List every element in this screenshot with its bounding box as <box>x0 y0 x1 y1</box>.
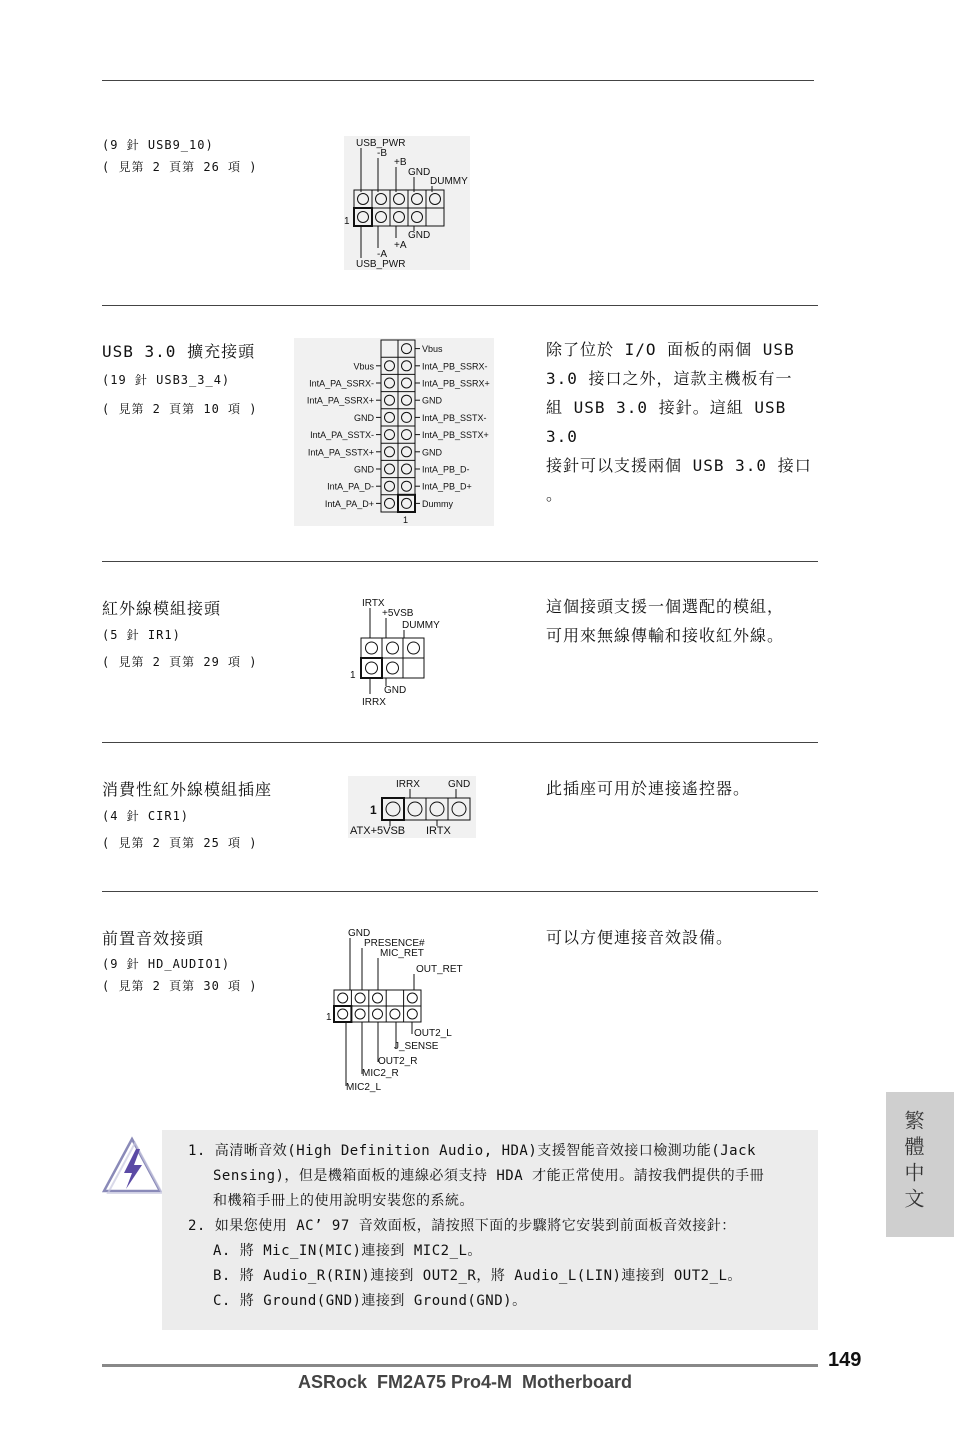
cir-desc-line-1: 此插座可用於連接遙控器。 <box>546 779 751 798</box>
usb2-minus-a-label: -A <box>377 249 387 260</box>
usb3-left-label: IntA_PA_SSTX- <box>310 430 374 441</box>
usb3-ref: ( 見第 2 頁第 10 項 ) <box>102 402 258 416</box>
usb3-pin <box>402 481 412 491</box>
usb3-right-label: GND <box>422 447 442 458</box>
usb3-pin <box>402 395 412 405</box>
note-line-5: A. 將 Mic_IN(MIC)連接到 MIC2_L。 <box>213 1243 482 1259</box>
ir-gnd-label: GND <box>384 685 407 696</box>
ir-header-svg <box>346 594 456 708</box>
audio-j-sense-label: J_SENSE <box>394 1041 439 1052</box>
ir-pin1-label: 1 <box>350 670 356 681</box>
usb3-right-label: IntA_PB_D+ <box>422 481 472 492</box>
ir-desc-line-1: 這個接頭支援一個選配的模組， <box>546 597 785 616</box>
usb3-left-label: IntA_PA_D+ <box>324 498 374 509</box>
usb3-pin <box>385 498 395 508</box>
audio-mic-ret-label: MIC_RET <box>380 948 424 959</box>
audio-out-ret-label: OUT_RET <box>416 964 463 975</box>
usb3-desc-line-4: 接針可以支援兩個 USB 3.0 接口 <box>546 456 812 475</box>
cir-gnd-label: GND <box>448 779 471 790</box>
usb3-desc-line-5: 。 <box>546 485 564 504</box>
audio-diagram <box>326 926 476 1096</box>
note-line-4: 2. 如果您使用 AC’ 97 音效面板，請按照下面的步驟將它安裝到前面板音效接針： <box>188 1218 736 1234</box>
usb3-pin <box>385 361 395 371</box>
cir-title: 消費性紅外線模組插座 <box>102 780 273 799</box>
usb3-pin <box>402 344 412 354</box>
ir-diagram <box>346 594 456 708</box>
usb2-ref: ( 見第 2 頁第 26 項 ) <box>102 160 258 174</box>
usb3-right-label: Vbus <box>422 344 443 355</box>
usb3-right-label: GND <box>422 395 442 406</box>
audio-mic2-r-label: MIC2_R <box>362 1068 399 1079</box>
ir-irtx-label: IRTX <box>362 598 385 609</box>
usb2-minus-b-label: -B <box>377 148 387 159</box>
cir-diagram <box>348 776 476 838</box>
usb3-left-label: IntA_PA_SSRX- <box>309 378 374 389</box>
usb3-pin <box>402 361 412 371</box>
audio-out2-l-label: OUT2_L <box>414 1028 452 1039</box>
cir-irtx-label: IRTX <box>426 825 451 837</box>
usb3-right-label: IntA_PB_SSTX- <box>422 412 487 423</box>
usb3-left-label: IntA_PA_D- <box>327 481 374 492</box>
language-tab-label: 繁體中文 <box>901 1110 925 1214</box>
divider-4 <box>102 891 818 892</box>
usb3-pin <box>385 395 395 405</box>
audio-gnd-label: GND <box>348 928 371 939</box>
audio-ref: ( 見第 2 頁第 30 項 ) <box>102 979 258 993</box>
usb3-pin <box>385 412 395 422</box>
usb3-left-label: GND <box>354 464 374 475</box>
footer-title: ASRock FM2A75 Pro4-M Motherboard <box>298 1372 633 1392</box>
usb3-pin <box>385 481 395 491</box>
audio-pins: (9 針 HD_AUDIO1) <box>102 957 231 971</box>
audio-mic2-l-label: MIC2_L <box>346 1082 382 1093</box>
usb3-pin <box>402 498 412 508</box>
usb3-pin <box>385 447 395 457</box>
usb3-title: USB 3.0 擴充接頭 <box>102 342 256 361</box>
usb3-left-label: IntA_PA_SSTX+ <box>307 447 374 458</box>
ir-irrx-label: IRRX <box>362 697 386 708</box>
ir-5vsb-label: +5VSB <box>382 608 414 619</box>
usb3-left-label: GND <box>354 412 374 423</box>
usb3-pin <box>402 430 412 440</box>
usb3-pin <box>402 447 412 457</box>
usb3-pin <box>385 464 395 474</box>
warning-triangle-svg <box>102 1135 162 1195</box>
usb3-pin <box>385 430 395 440</box>
audio-presence-label: PRESENCE# <box>364 938 425 949</box>
usb2-gnd-top-label: GND <box>408 167 431 178</box>
divider-1 <box>102 305 818 306</box>
usb3-right-label: IntA_PB_SSRX- <box>422 361 488 372</box>
audio-description <box>546 923 818 952</box>
usb2-plus-a-label: +A <box>394 240 407 251</box>
usb3-right-label: Dummy <box>422 498 453 509</box>
usb2-diagram <box>344 136 470 270</box>
usb2-plus-b-label: +B <box>394 157 407 168</box>
footer-rule <box>102 1364 818 1367</box>
usb2-top-pwr-label: USB_PWR <box>356 138 406 149</box>
ir-ref: ( 見第 2 頁第 29 項 ) <box>102 655 258 669</box>
cir-irrx-label: IRRX <box>396 779 420 790</box>
audio-header-svg <box>326 926 476 1096</box>
usb2-pin1-label: 1 <box>344 216 350 227</box>
audio-title: 前置音效接頭 <box>102 929 205 948</box>
usb3-right-label: IntA_PB_SSTX+ <box>422 430 489 441</box>
cir-pin1-label: 1 <box>370 803 377 817</box>
usb3-pin <box>385 378 395 388</box>
usb3-pin <box>402 412 412 422</box>
ir-desc-line-2: 可用來無線傳輸和接收紅外線。 <box>546 626 785 645</box>
audio-pin1-label: 1 <box>326 1012 332 1023</box>
divider-3 <box>102 742 818 743</box>
usb3-pin <box>402 464 412 474</box>
usb3-left-label: Vbus <box>353 361 374 372</box>
usb2-bottom-pwr-label: USB_PWR <box>356 259 406 270</box>
cir-description <box>546 774 818 803</box>
usb3-diagram <box>294 338 494 526</box>
usb2-gnd-bottom-label: GND <box>408 230 431 241</box>
usb2-header-svg <box>344 136 470 270</box>
usb3-desc-line-1: 除了位於 I/O 面板的兩個 USB <box>546 340 795 359</box>
usb3-right-label: IntA_PB_SSRX+ <box>422 378 490 389</box>
cir-atx-label: ATX+5VSB <box>350 825 406 837</box>
ir-pins: (5 針 IR1) <box>102 628 181 642</box>
page-number: 149 <box>828 1349 862 1371</box>
divider-2 <box>102 561 818 562</box>
ir-description <box>546 592 818 650</box>
audio-desc-line-1: 可以方便連接音效設備。 <box>546 928 734 947</box>
warning-icon <box>102 1135 162 1195</box>
note-line-1: 1. 高清晰音效(High Definition Audio, HDA)支援智能音效接口檢測功能(Jack <box>188 1143 756 1159</box>
top-rule <box>102 80 814 81</box>
language-tab <box>886 1092 954 1237</box>
usb3-pin1-label: 1 <box>403 515 409 525</box>
usb2-pins: (9 針 USB9_10) <box>102 138 214 152</box>
cir-ref: ( 見第 2 頁第 25 項 ) <box>102 836 258 850</box>
usb3-pins: (19 針 USB3_3_4) <box>102 373 231 387</box>
usb2-dummy-label: DUMMY <box>430 176 468 187</box>
usb3-desc-line-2: 3.0 接口之外，這款主機板有一 <box>546 369 793 388</box>
usb3-description <box>546 335 818 509</box>
note-line-7: C. 將 Ground(GND)連接到 Ground(GND)。 <box>213 1293 527 1309</box>
note-line-2: Sensing)，但是機箱面板的連線必須支持 HDA 才能正常使用。請按我們提供的手冊 <box>213 1168 765 1184</box>
usb3-pin <box>402 378 412 388</box>
usb3-header-svg <box>294 338 494 526</box>
cir-header-svg <box>348 776 476 838</box>
ir-dummy-label: DUMMY <box>402 620 440 631</box>
cir-pins: (4 針 CIR1) <box>102 809 190 823</box>
audio-out2-r-label: OUT2_R <box>378 1056 418 1067</box>
note-line-6: B. 將 Audio_R(RIN)連接到 OUT2_R，將 Audio_L(LIN)連接到 OUT2_L。 <box>213 1268 742 1284</box>
usb3-left-label: IntA_PA_SSRX+ <box>306 395 374 406</box>
usb3-right-label: IntA_PB_D- <box>422 464 470 475</box>
note-line-3: 和機箱手冊上的使用說明安裝您的系統。 <box>213 1193 474 1209</box>
ir-title: 紅外線模組接頭 <box>102 599 222 618</box>
usb3-pin1-marker <box>398 495 415 512</box>
notes-box <box>162 1130 818 1330</box>
usb3-desc-line-3: 組 USB 3.0 接針。這組 USB 3.0 <box>546 398 787 446</box>
